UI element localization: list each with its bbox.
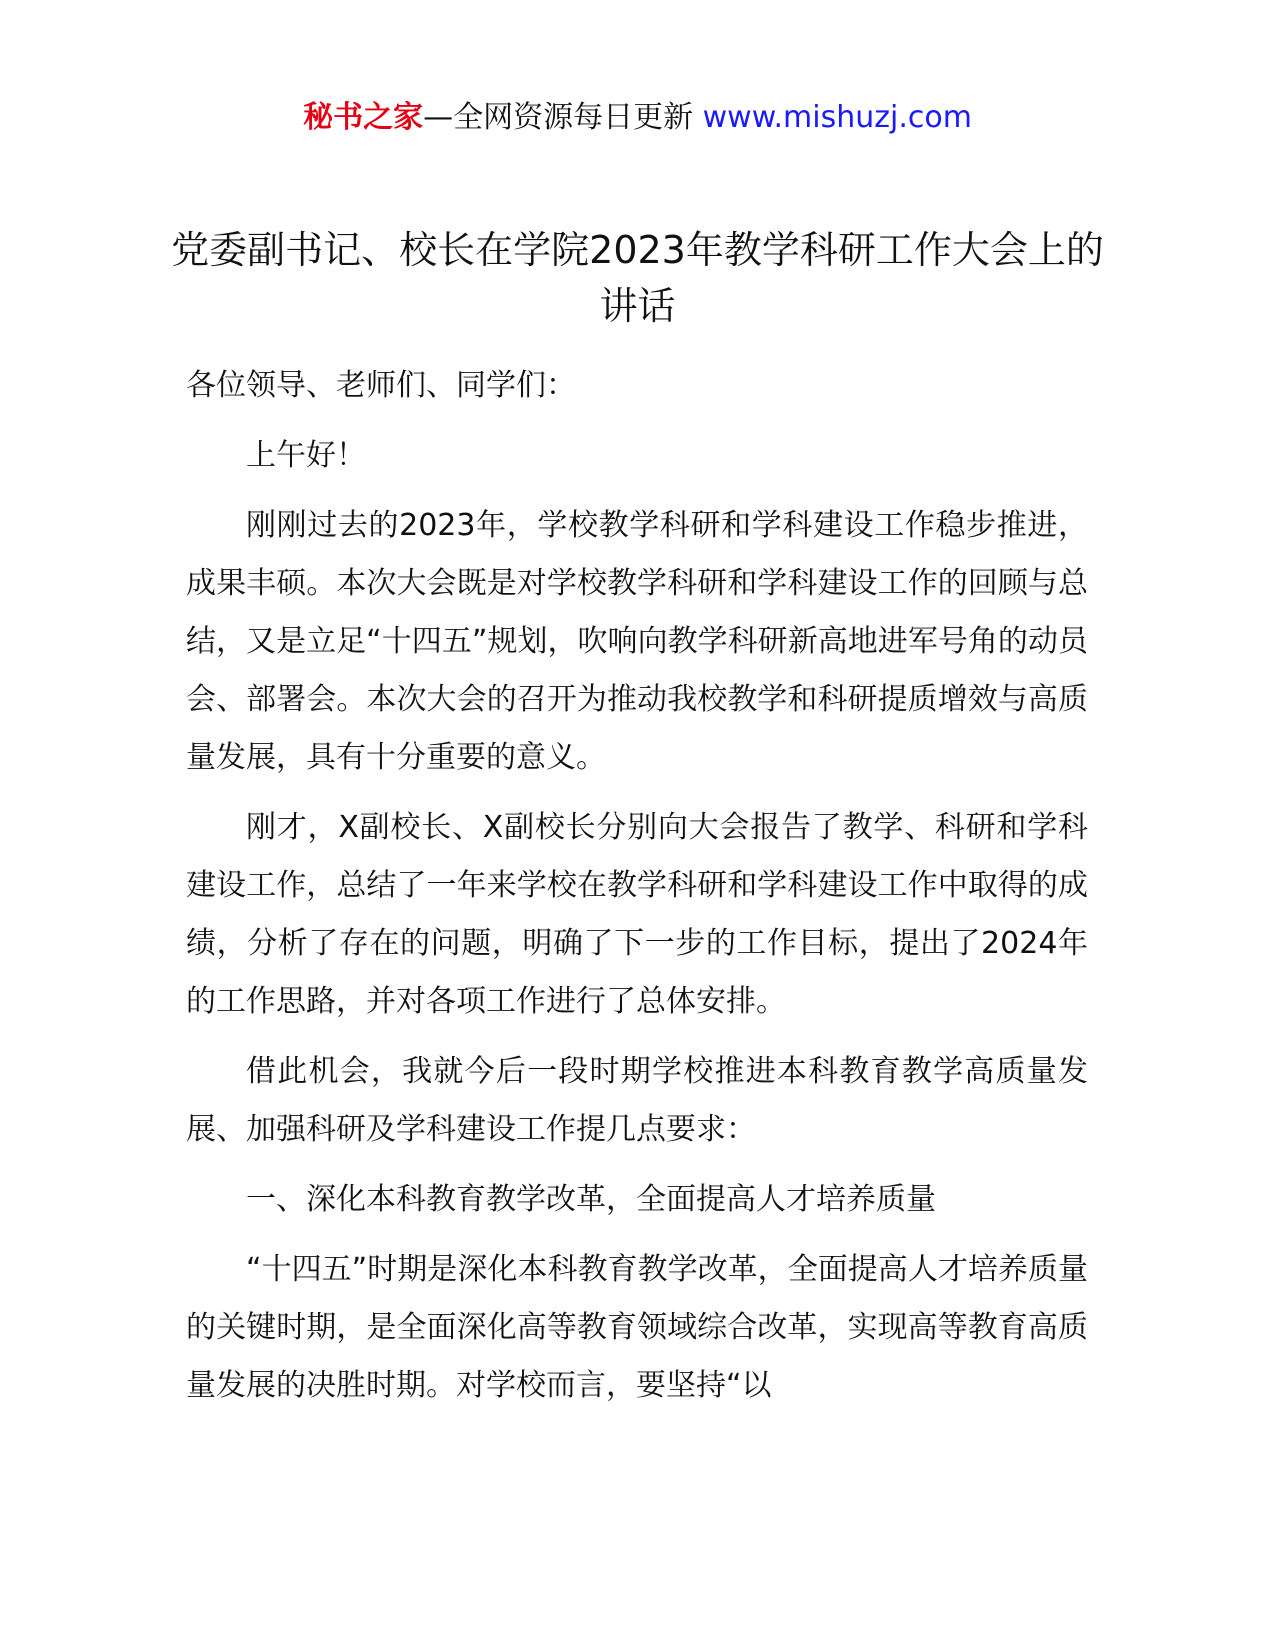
paragraph-reports: 刚才，X副校长、X副校长分别向大会报告了教学、科研和学科建设工作，总结了一年来学校在教学科研和学科建设工作中取得的成绩，分析了存在的问题，明确了下一步的工作目标，提出了2024年的工作思路，并对各项工作进行了总体安排。 [186,810,1088,1019]
site-url-link[interactable]: www.mishuzj.com [702,100,972,135]
paragraph-requirements-intro: 借此机会，我就今后一段时期学校推进本科教育教学高质量发展、加强科研及学科建设工作提几点要求： [186,1054,1088,1147]
paragraph-greeting: 上午好！ [246,438,366,473]
paragraph-review: 刚刚过去的2023年，学校教学科研和学科建设工作稳步推进，成果丰硕。本次大会既是对学校教学科研和学科建设工作的回顾与总结，又是立足“十四五”规划，吹响向教学科研新高地进军号角的动员会、部署会。本次大会的召开为推动我校教学和科研提质增效与高质量发展，具有十分重要的意义。 [186,508,1088,775]
document-title: 党委副书记、校长在学院2023年教学科研工作大会上的讲话 [171,228,1104,328]
site-header [0,96,1275,140]
paragraph-section-1: “十四五”时期是深化本科教育教学改革，全面提高人才培养质量的关键时期，是全面深化高等教育领域综合改革，实现高等教育高质量发展的决胜时期。对学校而言，要坚持“以 [186,1252,1088,1403]
brand-name: 秘书之家 [303,100,424,135]
document-body [186,357,1088,1427]
salutation: 各位领导、老师们、同学们： [186,368,576,403]
header-tagline: —全网资源每日更新 [423,100,694,135]
section-heading-1: 一、深化本科教育教学改革，全面提高人才培养质量 [246,1182,936,1217]
